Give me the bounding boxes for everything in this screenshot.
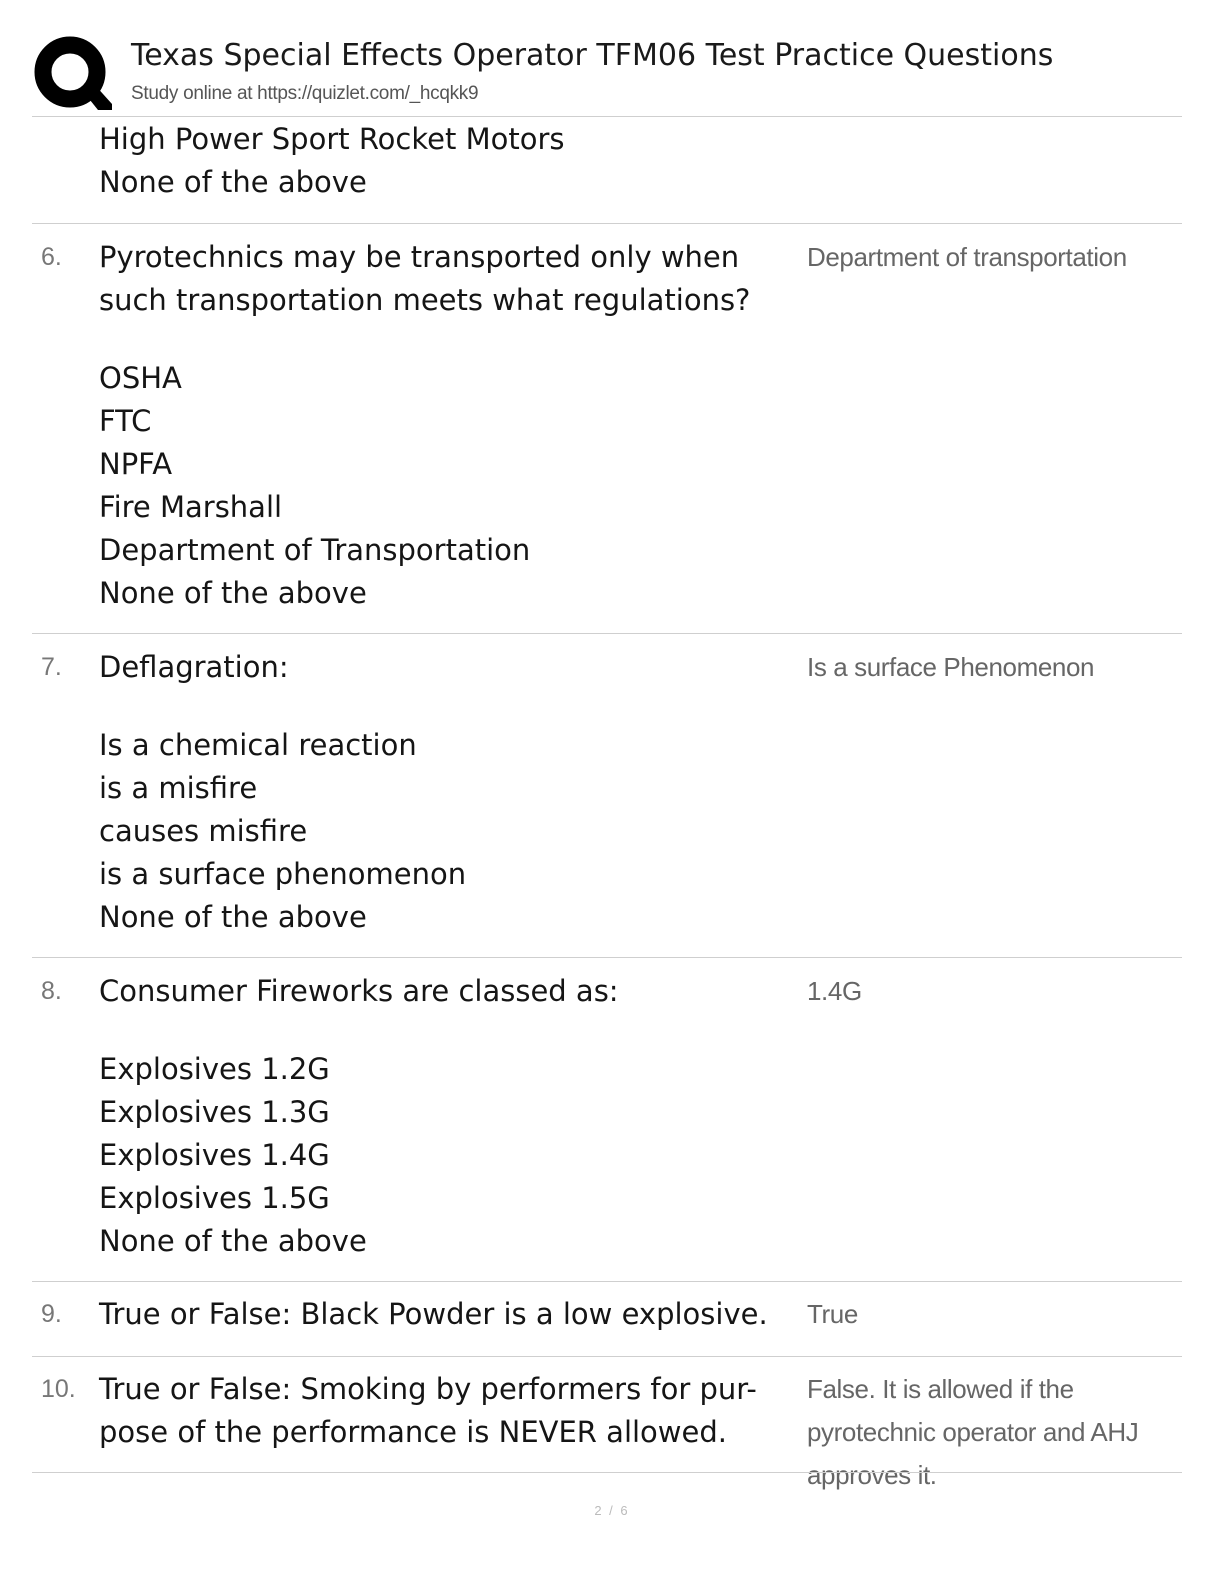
question-stem: True or False: Black Powder is a low explosive. [99,1297,768,1331]
option-line: Explosives 1.4G [99,1138,330,1172]
divider [32,957,1182,958]
page-header [32,30,1182,116]
question-number: 8. [41,977,62,1005]
question-7 [99,646,789,939]
answer-text: True [807,1299,858,1329]
option-line: None of the above [99,1224,367,1258]
divider [32,1356,1182,1357]
option-line: FTC [99,404,152,438]
question-stem: Pyrotechnics may be transported only when such transportation meets what regulations? [99,240,751,317]
option-list [99,357,789,615]
option-line: Department of Transportation [99,533,531,567]
option-line: None of the above [99,165,367,199]
divider [32,1472,1182,1473]
divider [32,116,1182,117]
question-number: 6. [41,243,62,271]
option-list [99,1048,789,1263]
answer-text: False. It is allowed if the pyrotechnic operator and AHJ approves it. [807,1374,1139,1490]
answer-text: Is a surface Phenomenon [807,652,1095,682]
option-line: None of the above [99,576,367,610]
option-line: causes misfire [99,814,308,848]
divider [32,223,1182,224]
study-link[interactable]: Study online at https://quizlet.com/_hcqkk9 [131,83,479,104]
question-9 [99,1293,789,1336]
page-number: 2 / 6 [594,1503,630,1518]
question-number: 9. [41,1300,62,1328]
option-line: is a surface phenomenon [99,857,467,891]
question-stem: True or False: Smoking by performers for pur-pose of the performance is NEVER allowed. [99,1372,757,1449]
option-list [99,724,789,939]
divider [32,633,1182,634]
page-title: Texas Special Effects Operator TFM06 Test Practice Questions [131,38,1054,73]
question-number: 7. [41,653,62,681]
question-10 [99,1368,789,1454]
option-line: OSHA [99,361,182,395]
option-line: NPFA [99,447,173,481]
continued-options [99,118,789,204]
question-stem: Consumer Fireworks are classed as: [99,974,619,1008]
question-number: 10. [41,1375,76,1403]
answer-text: 1.4G [807,976,862,1006]
question-6 [99,236,789,615]
quizlet-q-logo-icon [32,34,112,114]
option-line: is a misfire [99,771,258,805]
option-line: Explosives 1.3G [99,1095,330,1129]
option-line: None of the above [99,900,367,934]
question-8 [99,970,789,1263]
divider [32,1281,1182,1282]
option-line: Explosives 1.5G [99,1181,330,1215]
option-line: Fire Marshall [99,490,283,524]
option-line: Explosives 1.2G [99,1052,330,1086]
question-stem: Deflagration: [99,650,289,684]
option-line: High Power Sport Rocket Motors [99,122,565,156]
answer-text: Department of transportation [807,242,1127,272]
option-line: Is a chemical reaction [99,728,417,762]
